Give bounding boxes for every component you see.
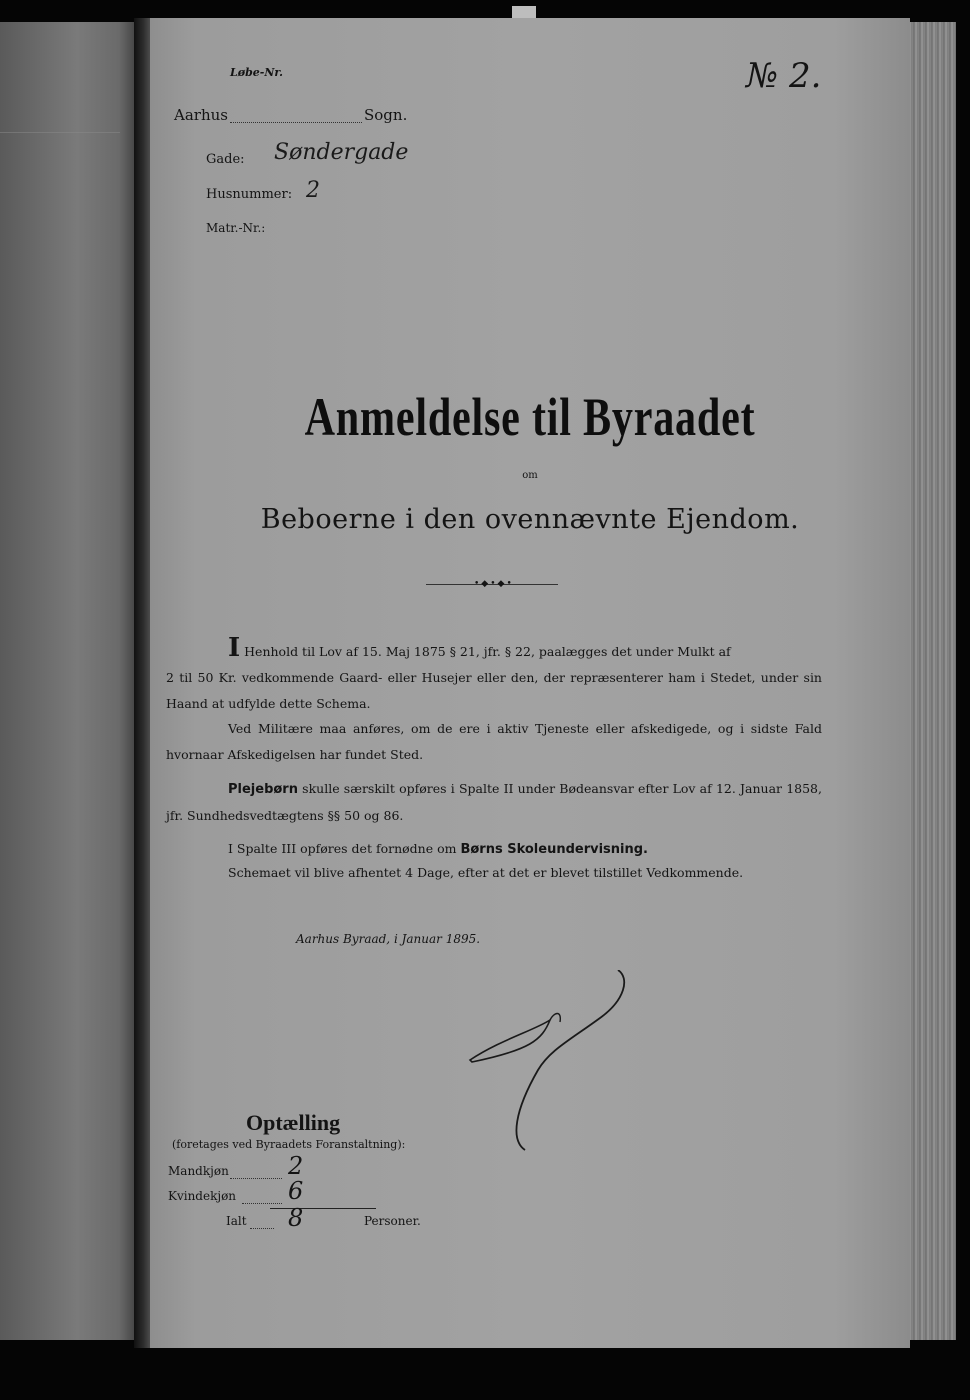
p4-bold: Børns Skoleundervisning.: [460, 842, 648, 857]
body-paragraph-3: [166, 776, 822, 829]
document-title: Anmeldelse til Byraadet: [304, 387, 756, 447]
female-value: 6: [288, 1177, 304, 1205]
parish-dotted-line: [230, 122, 362, 123]
p1-rest: 2 til 50 Kr. vedkommende Gaard- eller Husejer eller den, der repræsenterer ham i Stedet, under sin Haand at udfylde dette Schema.: [166, 670, 822, 711]
title-connector: om: [522, 470, 538, 481]
female-label: Kvindekjøn: [168, 1189, 237, 1203]
p3-bold: Plejebørn: [228, 782, 298, 797]
parish-label: Sogn.: [364, 106, 408, 124]
parish-city: Aarhus: [174, 106, 228, 124]
ornamental-divider: •◆•◆•: [426, 584, 558, 585]
matr-nr-label: Matr.-Nr.:: [206, 221, 266, 235]
street-label: Gade:: [206, 152, 245, 167]
body-paragraph-4: [166, 836, 822, 863]
document-page: [150, 18, 910, 1348]
street-value: Søndergade: [274, 140, 409, 165]
sum-rule: [270, 1208, 376, 1209]
male-label: Mandkjøn: [168, 1164, 229, 1178]
house-number-value: 2: [306, 178, 320, 203]
p3-rest: skulle særskilt opføres i Spalte II under Bødeansvar efter Lov af 12. Januar 1858, jfr. Sundhedsvedtægtens §§ 50 og 86.: [166, 781, 822, 823]
issuer-line: Aarhus Byraad, i Januar 1895.: [296, 932, 481, 946]
body-paragraph-2: Ved Militære maa anføres, om de ere i aktiv Tjeneste eller afskedigede, og i sidste Fald hvornaar Afskedigelsen har fundet Sted.: [166, 721, 822, 762]
count-subtitle: (foretages ved Byraadets Foranstaltning):: [172, 1138, 406, 1151]
female-dotted-line: [242, 1203, 282, 1204]
persons-label: Personer.: [364, 1214, 421, 1228]
handwritten-signature: [450, 970, 650, 1160]
male-dotted-line: [230, 1178, 282, 1179]
previous-page: [0, 22, 140, 1340]
total-value: 8: [288, 1204, 304, 1232]
count-title: Optælling: [246, 1110, 341, 1135]
male-value: 2: [288, 1152, 304, 1180]
house-number-label: Husnummer:: [206, 187, 293, 202]
document-number: № 2.: [746, 56, 822, 96]
page-edges: [906, 22, 956, 1340]
document-subtitle: Beboerne i den ovennævnte Ejendom.: [260, 504, 800, 535]
body-paragraph-1: [166, 633, 822, 717]
total-dotted-line: [250, 1228, 274, 1229]
total-label: Ialt: [226, 1214, 247, 1228]
drop-cap: I: [228, 633, 241, 663]
lobe-nr-label: Løbe-Nr.: [230, 66, 283, 79]
p1-line1: Henhold til Lov af 15. Maj 1875 § 21, jfr. § 22, paalægges det under Mulkt af: [244, 644, 731, 659]
p4-start: I Spalte III opføres det fornødne om: [228, 841, 457, 856]
body-paragraph-5: Schemaet vil blive afhentet 4 Dage, efter at det er blevet tilstillet Vedkommende.: [228, 865, 744, 880]
